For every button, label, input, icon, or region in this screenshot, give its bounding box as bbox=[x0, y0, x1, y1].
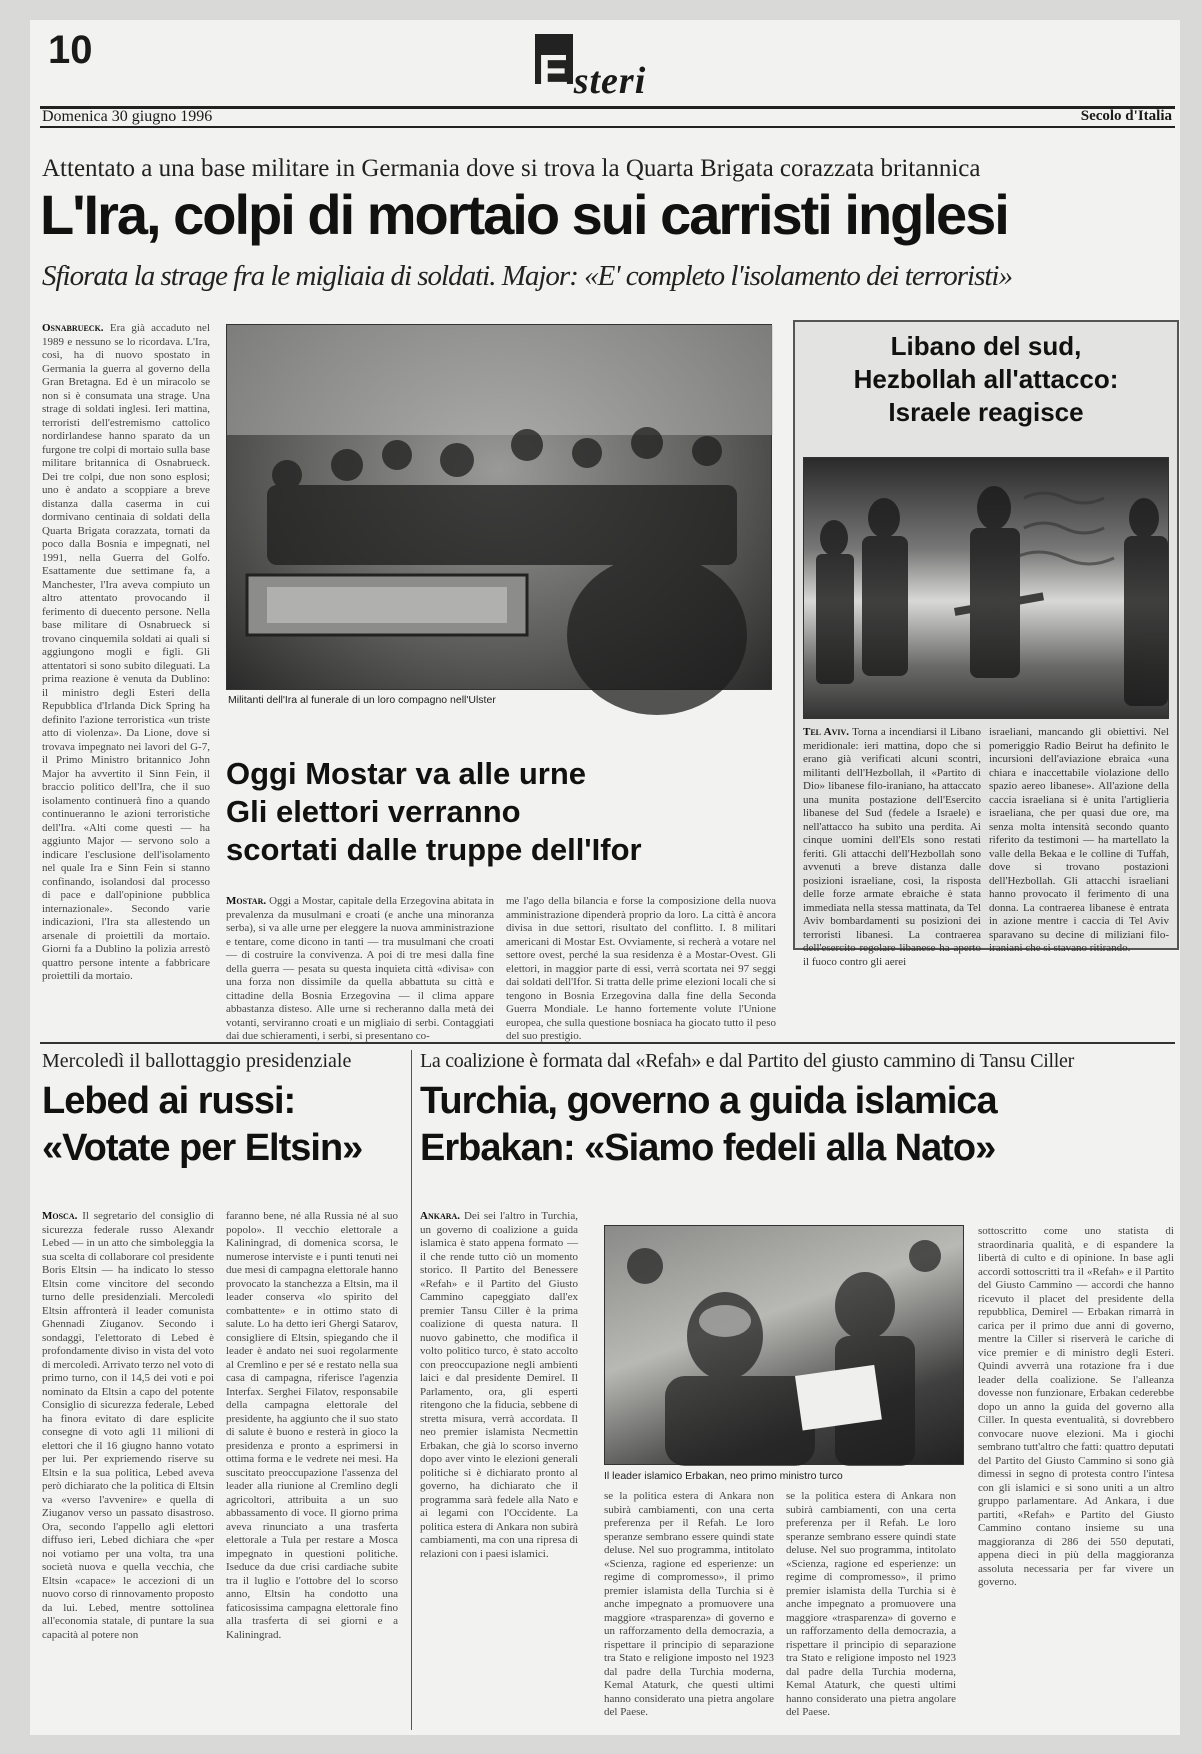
mostar-text-1: Oggi a Mostar, capitale della Erzegovina abitata in prevalenza da musulmani e croati (e anche una minoranza serba), si va alle urne per eleggere la nuova amministrazione e tentare, come dicono in tanti — tra musulmani che croati — di costruire la convivenza. A poi di tre mesi dalla fine della guerra — pesata su questa inquieta città «divisa» con una forza non dissimile da quella abbattuta su città e cittadine della Bosnia Erzegovina — il clima appare abbastanza disteso. Alle urne si recheranno dalla metà dei votanti, serviranno croati e un migliaio di serbi. Contaggiati dai due schieramenti, i serbi, si presentano co- bbox=[226, 895, 494, 1042]
hezbollah-photo-art bbox=[804, 458, 1170, 720]
funeral-photo bbox=[226, 324, 772, 690]
funeral-photo-art bbox=[227, 325, 773, 691]
date-rule bbox=[40, 126, 1175, 128]
section-initial: E bbox=[538, 45, 570, 97]
mostar-headline-line2: Gli elettori verranno bbox=[226, 794, 521, 829]
turkey-body-col3: sottoscritto come uno statista di straordinaria qualità, e di espandere la libertà di culto e di opinione. In base agli accordi sottoscritti tra il «Refah» e il Partito del Giusto Cammino — accordi che hanno ricevuto il placet del presidente della repubblica, Demirel — Erbakan rimarrà in carica per il primo due anni di governo, mentre la Ciller si riserverà le cariche di vice premier e di ministro degli Esteri. Quindi avverrà una rotazione fra i due leader della coalizione. Se l'alleanza dovesse non funzionare, Erbakan cederebbe dopo un anno la guida del governo alla Ciller. In questa eventualità, si dovrebbero convocare nuove elezioni. Ma i giochi sembrano tutt'altro che fatti: quattro deputati del Partito del Giusto Cammino si sono già dimessi in segno di protesta contro l'intesa con gli islamici e si sono uniti a un altro gruppo parlamentare. Ad Ankara, i due partiti, «Refah» e Partito del Giusto Cammino contano insieme su una maggioranza di 286 dei 550 deputati, appena dieci in più della maggioranza assoluta necessaria per far vivere un governo. bbox=[978, 1225, 1174, 1588]
lebanon-headline-line1: Libano del sud, bbox=[890, 331, 1082, 361]
erbakan-photo-art bbox=[605, 1226, 965, 1466]
mostar-headline bbox=[226, 755, 786, 869]
section-rest: steri bbox=[573, 60, 647, 102]
turkey-dateline: Ankara. bbox=[420, 1210, 461, 1222]
lebanon-box bbox=[793, 320, 1179, 968]
erbakan-photo-caption: Il leader islamico Erbakan, neo primo ministro turco bbox=[604, 1470, 843, 1482]
turkey-body-col1 bbox=[420, 1210, 578, 1730]
lebanon-dateline: Tel Aviv. bbox=[803, 726, 850, 738]
lebed-kicker: Mercoledì il ballottaggio presidenziale bbox=[42, 1050, 352, 1072]
top-story-subhead: Sfiorata la strage fra le migliaia di soldati. Major: «E' completo l'isolamento dei terroristi» bbox=[42, 260, 1012, 292]
lebanon-headline-line3: Israele reagisce bbox=[888, 397, 1084, 427]
hezbollah-photo bbox=[803, 457, 1169, 719]
turkey-headline bbox=[420, 1078, 1178, 1172]
turkey-text-1: Dei sei l'altro in Turchia, un governo di coalizione a guida islamica è stato appena formato — il che rende tutto ciò un momento storico. Il Partito del Benessere «Refah» e il Partito del Giusto Cammino capeggiato dall'ex premier Tansu Ciller è la prima coalizione di questa natura. Il nuovo gabinetto, che modifica il volto politico turco, è stato accolto con preoccupazione negli ambienti laici e dal presidente Demirel. Il Parlamento, ora, gli esperti ritengono che la fiducia, sebbene di stretta misura, verrà accordata. Il neo premier islamista Necmettin Erbakan, che già lo scorso inverno dopo aver vinto le elezioni generali politiche si è dichiarato pronto al governo, ha dichiarato che il programma sarà fedele alla Nato e ai legami con l'Occidente. La politica estera di Ankara non subirà cambiamenti, ma con una ripresa di relazioni con i paesi islamici. bbox=[420, 1210, 578, 1560]
lebanon-headline-line2: Hezbollah all'attacco: bbox=[853, 364, 1119, 394]
lebed-body-col1 bbox=[42, 1210, 214, 1730]
erbakan-photo bbox=[604, 1225, 964, 1465]
funeral-photo-caption: Militanti dell'Ira al funerale di un loro compagno nell'Ulster bbox=[228, 694, 496, 706]
lebanon-body-col1 bbox=[803, 726, 981, 968]
lebed-headline bbox=[42, 1078, 412, 1172]
turkey-headline-line2: Erbakan: «Siamo fedeli alla Nato» bbox=[420, 1127, 996, 1169]
column-divider bbox=[411, 1050, 412, 1730]
mostar-body-col1 bbox=[226, 895, 494, 1042]
turkey-body-col2: se la politica estera di Ankara non subirà cambiamenti, con una certa preferenza per il Refah. Le loro speranze sembrano essere quindi state deluse. Nel suo programma, intitolato «Scienza, ragione ed esperienze: un regime di compromesso», il primo premier islamista della Turchia si è anche impegnato a promuovere una maggiore «trasparenza» di governo e un rafforzamento della democrazia, a rispettare il principio di separazione tra Stato e religione imposto nel 1923 dal padre della Turchia moderna, Kemal Ataturk, che questi ultimi hanno considerato una pietra angolare del Paese. bbox=[604, 1490, 774, 1718]
lebed-text-1: Il segretario del consiglio di sicurezza federale russo Alexandr Lebed — in un atto che simboleggia la sua scelta di collaborare col presidente Boris Eltsin — ha indicato lo stesso Eltsin come vincitore del secondo turno delle presidenziali. Mercoledì Eltsin affronterà il leader comunista Ghennadi Ziuganov. Secondo i sondaggi, l'elettorato di Lebed è profondamente diviso in vista del voto di mercoledì. Arrivato terzo nel voto di primo turno, con il 14,5 dei voti e poi nominato da Eltsin a capo del potente Consiglio di sicurezza federale, Lebed ha finora evitato di dare esplicite consegne di voto agli 11 milioni di elettori che il 16 giugno hanno votato per lui. Per expriemendo riserve su Eltsin e la sua politica, Lebed aveva però dichiarato che la politica di Eltsin va «verso l'avvenire» e quella di Ziuganov verso un passato disastroso. Ora, secondo l'appello agli elettori diffuso ieri, Lebed dichiara che «per noi votiamo per una volta, tra una società nuova e quella vecchia, che Eltsin «capace» le accezioni di un nuovo corso di rinnovamento proposto da lui. Lebed, mentre sottolinea all'economia statale, di puntare la sua capacità al potere non bbox=[42, 1210, 214, 1641]
lebed-headline-line2: «Votate per Eltsin» bbox=[42, 1127, 363, 1169]
mostar-headline-line3: scortati dalle truppe dell'Ifor bbox=[226, 832, 642, 867]
mostar-dateline: Mostar. bbox=[226, 895, 267, 907]
section-title bbox=[538, 45, 647, 104]
top-story-kicker: Attentato a una base militare in Germania dove si trova la Quarta Brigata corazzata britannica bbox=[42, 155, 981, 182]
lebanon-text-1: Torna a incendiarsi il Libano meridionale: ieri mattina, dopo che si erano già verificati alcuni scontri, militanti dell'Hezbollah, il «Partito di Dio» libanese filo-iraniano, ha attaccato una munita postazione dell'Esercito libanese del Sud (fedele a Israele) e nell'attacco ha subìto una perdita. Ai cinque uomini dell'Els sono restati feriti. Gli attacchi dell'Hezbollah sono avvenuti a breve distanza dalle posizioni israeliane, così, la risposta delle forze armate ebraiche è stata immediata nella stessa mattinata, da Tel Aviv bombardamenti su posizioni dei terroristi libanesi. La contraerea dell'esercito regolare libanese ha aperto il fuoco contro gli aerei bbox=[803, 726, 981, 968]
top-story-text: Era già accaduto nel 1989 e nessuno se lo ricordava. L'Ira, così, ha di nuovo spostato in Germania la guerra al governo della Gran Bretagna. Ed è un miracolo se non si è consumata una strage. Una strage di soldati inglesi. Ieri mattina, terroristi dell'estremismo cattolico nordirlandese hanno sparato da un furgone tre colpi di mortaio sulla base militare britannica di Osnabrueck. Dei tre colpi, due non sono esplosi; uno è andato a scoppiare a breve distanza dalla caserma in cui dormivano centinaia di soldati della Quarta Brigata corazzata, tornati da poco dalla Bosnia e impegnati, nel 1991, nella Guerra del Golfo. Esattamente due settimane fa, a Manchester, l'Ira aveva compiuto un altro attentato provocando il ferimento di duecento persone. Nella base militare di Osnabrueck si trovano cinquemila soldati ai quali si aggiungono mogli e figli. Gli attentatori si sono subito dileguati. La prima reazione è venuta da Dublino: il ministro degli Esteri della Repubblica d'Irlanda Dick Spring ha definito l'azione terroristica «un triste atto di violenza». Da Lione, dove si trovava impegnato nei lavori del G-7, il Primo Ministro britannico John Major ha avvertito il Sinn Fein, il braccio politico dell'Ira, che il suo isolamento continuerà fino a quando continueranno le azioni terroristiche dell'Ira. «Alti come questi — ha aggiunto Major — servono solo a indicare l'esclusione dell'isolamento nel quale Ira e Sinn Fein si stanno confinando, isolandosi dal processo di pace e dall'opinione pubblica internazionale». Secondo varie indicazioni, l'Ira sta allestendo un arsenale di proiettili da mortaio. Giorni fa a Dublino la polizia arrestò quattro persone intente a fabbricare proiettili da mortaio. bbox=[42, 322, 211, 982]
lebed-body-col2: faranno bene, né alla Russia né al suo popolo». Il vecchio elettorale a Kaliningrad, di domenica scorsa, le numerose interviste e i punti tenuti nei due mesi di campagna elettorale hanno provocato la stanchezza a Eltsin, ma il leader conserva «lo spirito del combattente» e in ottimo stato di salute. Lo ha detto ieri Ghergi Satarov, consigliere di Eltsin, spiegando che il leader è andato nei suoi regolarmente al Cremlino e per sé e restato nella sua casa di campagna, riferisce l'agenzia Interfax. Serghei Filatov, responsabile della campagna elettorale del presidente, ha aggiunto che il suo stato di salute è buono e resterà in gioco la presidenza e pronto a esprimersi in ottima forma e le vedrete nei mesi. Ha suscitato preoccupazione l'assenza del leader alla riunione al Cremlino degli agricoltori, attribuita a un suo abbassamento di voce. Il giorno prima aveva rinunciato a una trasferta elettorale a Tula per restare a Mosca impegnato in questioni politiche. Iseduce da due crisi cardiache subite tra il luglio e l'ottobre del lo scorso anno, Eltsin ha condotto una faticosissima campagna elettorale fino alla trasferta di sei giorni e a Kaliningrad. bbox=[226, 1210, 398, 1641]
lebed-headline-line1: Lebed ai russi: bbox=[42, 1080, 296, 1122]
section-divider bbox=[40, 1042, 1175, 1044]
newspaper-page bbox=[30, 20, 1180, 1735]
turkey-headline-line1: Turchia, governo a guida islamica bbox=[420, 1080, 997, 1122]
paper-name: Secolo d'Italia bbox=[1080, 108, 1172, 124]
mostar-headline-line1: Oggi Mostar va alle urne bbox=[226, 756, 587, 791]
issue-date: Domenica 30 giugno 1996 bbox=[42, 108, 213, 125]
lebanon-body-col2: israeliani, mancando gli obiettivi. Nel pomeriggio Radio Beirut ha definito le incursioni dell'aviazione ebraica «una chiara e inaccettabile violazione dello spazio aereo libanese». All'azione della caccia israeliana si è unita l'artiglieria israeliana, che per quasi due ore, ma senza molta intensità secondo quanto riferito da testimoni — ha martellato la valle della Bekaa e le colline di Tuffah, dove si trovano postazioni dell'Hezbollah. Gli attacchi israeliani hanno provocato il ferimento di una donna. La contraerea libanese è entrata in azione mentre i caccia di Tel Aviv sparavano su decine di miliziani filo-iraniani che si stavano ritirando. bbox=[989, 726, 1169, 954]
top-story-dateline: Osnabrueck. bbox=[42, 322, 104, 334]
turkey-kicker: La coalizione è formata dal «Refah» e dal Partito del giusto cammino di Tansu Ciller bbox=[420, 1050, 1074, 1072]
top-story-headline: L'Ira, colpi di mortaio sui carristi inglesi bbox=[40, 183, 1008, 246]
lebed-dateline: Mosca. bbox=[42, 1210, 78, 1222]
turkey-body-col2b: se la politica estera di Ankara non subirà cambiamenti, con una certa preferenza per il Refah. Le loro speranze sembrano essere quindi state deluse. Nel suo programma, intitolato «Scienza, ragione ed esperienze: un regime di compromesso», il primo premier islamista della Turchia si è anche impegnato a promuovere una maggiore «trasparenza» di governo e un rafforzamento della democrazia, a rispettare il principio di separazione tra Stato e religione imposto nel 1923 dal padre della Turchia moderna, Kemal Ataturk, che questi ultimi hanno considerato una pietra angolare del Paese. bbox=[786, 1490, 956, 1718]
page-number: 10 bbox=[48, 28, 93, 72]
lebanon-headline bbox=[795, 330, 1177, 429]
top-story-body bbox=[42, 322, 211, 982]
mostar-body-col2: me l'ago della bilancia e forse la composizione della nuova amministrazione dipenderà proprio da loro. La città è ancora divisa in due settori, risultato del conflitto. I. 8 militari americani di Mostar Est. Ovviamente, si recherà a votare nel settore ovest, perché la sua residenza è a Mostar-Ovest. Gli elettori, in maggior parte di essi, verrà scortata nei 97 seggi dai soldati dell'Ifor. Si tratta delle prime elezioni locali che si tengono in Bosnia Erzegovina dalla fine della Seconda Guerra Mondiale. Le hanno fortemente volute l'Unione europea, che sulla questione bosniaca ha giocato tutto il peso del suo prestigio. bbox=[506, 895, 776, 1042]
